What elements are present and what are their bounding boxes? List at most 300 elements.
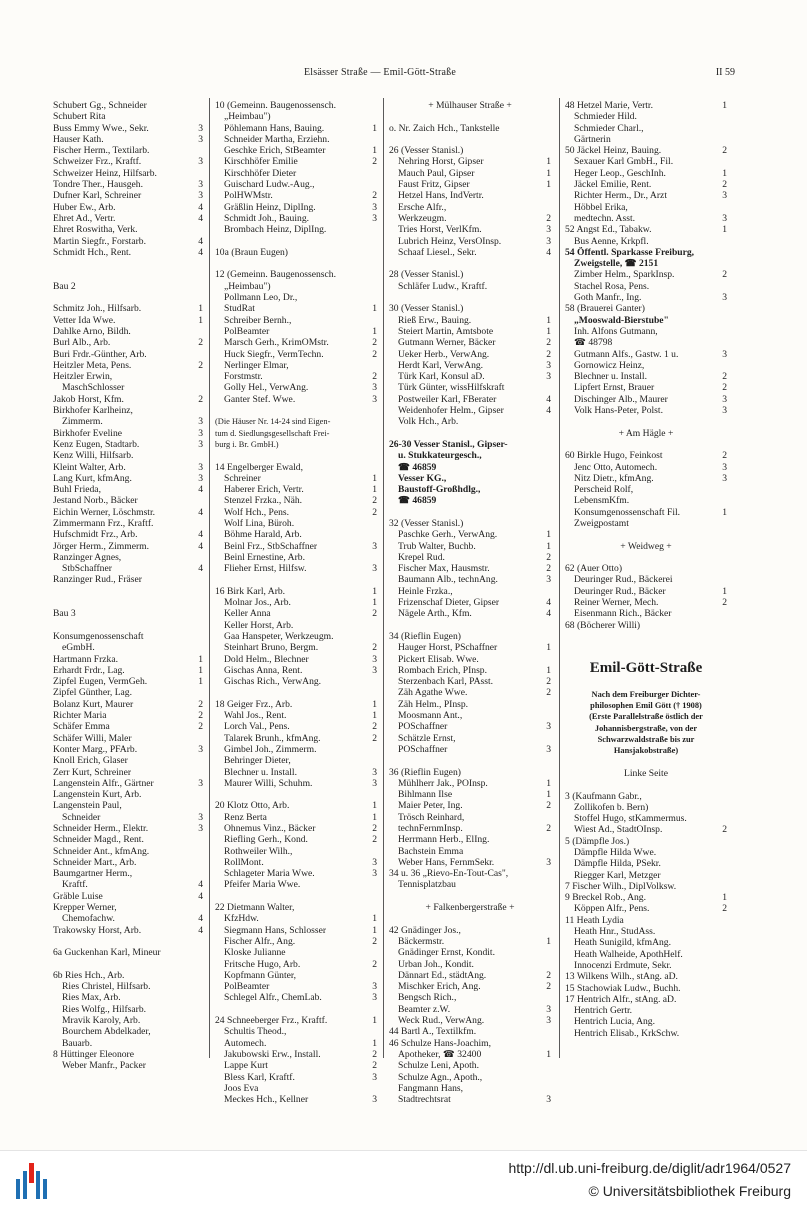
- entry-text: 11 Heath Lydia: [565, 914, 624, 926]
- directory-entry: [215, 1072, 377, 1083]
- directory-entry: [565, 224, 727, 235]
- directory-entry: [215, 428, 377, 439]
- entry-text: StudRat: [224, 303, 255, 315]
- address-column-3: [389, 100, 551, 1105]
- floor-number: 1: [722, 100, 727, 111]
- directory-entry: [389, 1072, 551, 1083]
- directory-entry: [565, 960, 727, 971]
- entry-text: + Weidweg +: [620, 540, 672, 552]
- directory-entry: [565, 802, 727, 813]
- entry-text: Blechner u. Install.: [224, 766, 297, 778]
- directory-entry: [215, 981, 377, 992]
- directory-entry: [53, 134, 203, 145]
- directory-entry: [565, 156, 727, 167]
- entry-text: Schneider Mart., Arb.: [53, 856, 137, 868]
- directory-entry: [53, 168, 203, 179]
- directory-entry: [389, 382, 551, 393]
- entry-text: „Heimbau"): [224, 111, 271, 123]
- spacer: [215, 450, 377, 461]
- spacer: [53, 269, 203, 280]
- directory-entry: [53, 789, 203, 800]
- directory-entry: [215, 879, 377, 890]
- entry-text: Schultis Theod.,: [224, 1026, 287, 1038]
- directory-entry: [565, 247, 727, 258]
- entry-text: tum d. Siedlungsgesellschaft Frei-: [215, 428, 330, 438]
- entry-text: Huck Siegfr., VermTechn.: [224, 348, 324, 360]
- directory-entry: [53, 1038, 203, 1049]
- directory-entry: [53, 834, 203, 845]
- floor-number: 2: [198, 359, 203, 371]
- directory-entry: [53, 676, 203, 687]
- directory-entry: [565, 382, 727, 393]
- floor-number: 1: [722, 892, 727, 904]
- entry-text: Sterzenbach Karl, PAsst.: [398, 676, 494, 688]
- directory-entry: [53, 755, 203, 766]
- directory-entry: [389, 202, 551, 213]
- directory-entry: [53, 631, 203, 642]
- directory-entry: [389, 439, 551, 450]
- floor-number: 2: [722, 824, 727, 836]
- directory-entry: [215, 541, 377, 552]
- entry-text: Zerr Kurt, Schreiner: [53, 766, 132, 778]
- entry-text: 26 (Vesser Stanisl.): [389, 145, 464, 157]
- directory-entry: [389, 1004, 551, 1015]
- directory-entry: [53, 710, 203, 721]
- directory-entry: [53, 654, 203, 665]
- directory-entry: [565, 360, 727, 371]
- directory-entry: [565, 337, 727, 348]
- floor-number: 2: [546, 981, 551, 993]
- floor-number: 1: [198, 676, 203, 688]
- directory-entry: [215, 1038, 377, 1049]
- floor-number: 1: [198, 303, 203, 315]
- entry-text: Schweizer Frz., Kraftf.: [53, 156, 142, 168]
- floor-number: 2: [198, 393, 203, 405]
- floor-number: 1: [546, 777, 551, 789]
- directory-entry: [389, 857, 551, 868]
- entry-text: Gaa Hanspeter, Werkzeugm.: [224, 630, 334, 642]
- entry-text: philosophen Emil Gött († 1908): [590, 701, 702, 711]
- entry-text: Lappe Kurt: [224, 1060, 268, 1072]
- entry-text: 68 (Böcherer Willi): [565, 619, 641, 631]
- entry-text: Krepel Rud.: [398, 551, 445, 563]
- directory-entry: [565, 371, 727, 382]
- directory-entry: [53, 868, 203, 879]
- floor-number: 2: [546, 551, 551, 563]
- directory-entry: [53, 925, 203, 936]
- directory-entry: [565, 768, 727, 779]
- floor-number: 3: [198, 133, 203, 145]
- floor-number: 3: [722, 472, 727, 484]
- directory-entry: [215, 349, 377, 360]
- directory-entry: [565, 326, 727, 337]
- directory-entry: [215, 654, 377, 665]
- entry-text: Stoffel Hugo, stKammermus.: [574, 813, 687, 825]
- entry-text: medtechn. Asst.: [574, 212, 636, 224]
- directory-entry: [389, 563, 551, 574]
- spacer: [389, 891, 551, 902]
- entry-text: Fangmann Hans,: [398, 1082, 464, 1094]
- directory-entry: [389, 462, 551, 473]
- directory-entry: [565, 518, 727, 529]
- entry-text: PolBeamter: [224, 325, 270, 337]
- entry-text: + Falkenbergerstraße +: [425, 902, 515, 914]
- floor-number: 2: [372, 156, 377, 168]
- directory-entry: [53, 405, 203, 416]
- entry-text: Zimmerm.: [62, 416, 103, 428]
- floor-number: 4: [198, 879, 203, 891]
- entry-text: burg i. Br. GmbH.): [215, 439, 279, 449]
- entry-text: Innocenzi Erdmute, Sekr.: [574, 959, 672, 971]
- entry-text: Perscheid Rolf,: [574, 484, 634, 496]
- directory-entry: [53, 744, 203, 755]
- directory-entry: [53, 326, 203, 337]
- floor-number: 3: [372, 766, 377, 778]
- entry-text: 60 Birkle Hugo, Feinkost: [565, 450, 663, 462]
- entry-text: Baustoff-Großhdlg.,: [398, 484, 481, 496]
- floor-number: 3: [372, 201, 377, 213]
- directory-entry: [215, 484, 377, 495]
- directory-entry: [565, 813, 727, 824]
- directory-entry: [389, 495, 551, 506]
- directory-entry: [565, 473, 727, 484]
- floor-number: 2: [546, 563, 551, 575]
- floor-number: 2: [372, 732, 377, 744]
- directory-entry: [215, 925, 377, 936]
- directory-entry: [215, 642, 377, 653]
- directory-entry: [389, 179, 551, 190]
- entry-text: Weber Manfr., Packer: [62, 1060, 146, 1072]
- directory-entry: [53, 371, 203, 382]
- spacer: [389, 111, 551, 122]
- directory-entry: [53, 812, 203, 823]
- entry-text: Bau 2: [53, 280, 76, 292]
- directory-entry: [215, 1083, 377, 1094]
- directory-entry: [389, 168, 551, 179]
- directory-entry: [215, 190, 377, 201]
- directory-entry: [215, 507, 377, 518]
- entry-text: Sexauer Karl GmbH., Fil.: [574, 156, 674, 168]
- entry-text: Buhl Frieda,: [53, 484, 101, 496]
- entry-text: 42 Gnädinger Jos.,: [389, 924, 461, 936]
- directory-entry: [53, 518, 203, 529]
- directory-entry: [215, 156, 377, 167]
- entry-text: Faust Fritz, Gipser: [398, 179, 470, 191]
- entry-text: Schmieder Hild.: [574, 111, 637, 123]
- entry-text: Heath Hnr., StudAss.: [574, 926, 656, 938]
- directory-entry: [565, 269, 727, 280]
- entry-text: 54 Öffentl. Sparkasse Freiburg,: [565, 246, 695, 258]
- directory-entry: [565, 586, 727, 597]
- entry-text: 6b Ries Hch., Arb.: [53, 969, 125, 981]
- floor-number: 2: [546, 337, 551, 349]
- floor-number: 3: [546, 856, 551, 868]
- directory-entry: [215, 733, 377, 744]
- directory-entry: [565, 658, 727, 678]
- directory-entry: [53, 642, 203, 653]
- directory-entry: [565, 926, 727, 937]
- directory-entry: [215, 992, 377, 1003]
- floor-number: 2: [372, 958, 377, 970]
- floor-number: 2: [546, 969, 551, 981]
- directory-entry: [389, 1094, 551, 1105]
- directory-entry: [565, 711, 727, 722]
- directory-entry: [389, 834, 551, 845]
- directory-entry: [565, 495, 727, 506]
- directory-entry: [565, 620, 727, 631]
- directory-entry: [215, 529, 377, 540]
- floor-number: 3: [198, 461, 203, 473]
- entry-text: Volk Hch., Arb.: [398, 416, 459, 428]
- directory-entry: [565, 541, 727, 552]
- directory-entry: [215, 145, 377, 156]
- entry-text: 13 Wilkens Wilh., stAng. aD.: [565, 971, 678, 983]
- directory-entry: [389, 654, 551, 665]
- entry-text: Schneider Ant., kfmAng.: [53, 845, 150, 857]
- entry-text: Langenstein Alfr., Gärtner: [53, 777, 154, 789]
- directory-entry: [565, 689, 727, 700]
- directory-entry: [389, 608, 551, 619]
- floor-number: 4: [198, 484, 203, 496]
- entry-text: Stenzel Frzka., Näh.: [224, 495, 303, 507]
- entry-text: Ueker Herb., VerwAng.: [398, 348, 490, 360]
- directory-entry: [215, 620, 377, 631]
- floor-number: 3: [546, 371, 551, 383]
- floor-number: 2: [372, 608, 377, 620]
- entry-text: Richter Maria: [53, 710, 107, 722]
- directory-entry: [389, 100, 551, 111]
- entry-text: Emil-Gött-Straße: [589, 659, 703, 676]
- entry-text: Joos Eva: [224, 1082, 259, 1094]
- entry-text: Pollmann Leo, Dr.,: [224, 292, 298, 304]
- entry-text: Frizenschaf Dieter, Gipser: [398, 597, 500, 609]
- entry-text: Baumann Alb., technAng.: [398, 574, 498, 586]
- floor-number: 4: [546, 597, 551, 609]
- directory-entry: [215, 1094, 377, 1105]
- entry-text: Schmieder Charl.,: [574, 122, 644, 134]
- floor-number: 2: [722, 597, 727, 609]
- directory-entry: [389, 823, 551, 834]
- entry-text: Jestand Norb., Bäcker: [53, 495, 138, 507]
- floor-number: 1: [546, 529, 551, 541]
- header-title: Elsässer Straße — Emil-Gött-Straße: [303, 67, 457, 78]
- entry-text: Ranzinger Rud., Fräser: [53, 574, 142, 586]
- entry-text: 10a (Braun Eugen): [215, 246, 288, 258]
- entry-text: Heitzler Meta, Pens.: [53, 359, 132, 371]
- directory-entry: [389, 236, 551, 247]
- directory-entry: [53, 337, 203, 348]
- entry-text: PolBeamter: [224, 981, 270, 993]
- entry-text: Ries Christel, Hilfsarb.: [62, 981, 151, 993]
- directory-entry: [565, 745, 727, 756]
- entry-text: Mühlherr Jak., POInsp.: [398, 777, 488, 789]
- directory-entry: [53, 315, 203, 326]
- entry-text: Wolf Lina, Büroh.: [224, 517, 295, 529]
- floor-number: 1: [372, 303, 377, 315]
- entry-text: 20 Klotz Otto, Arb.: [215, 800, 290, 812]
- entry-text: + Am Hägle +: [618, 427, 674, 439]
- directory-entry: [389, 846, 551, 857]
- entry-text: Stadtrechtsrat: [398, 1094, 451, 1106]
- entry-text: Beinl Frz., StbSchaffner: [224, 540, 318, 552]
- spacer: [565, 642, 727, 653]
- source-url[interactable]: http://dl.ub.uni-freiburg.de/diglit/adr1964/0527: [508, 1160, 791, 1176]
- directory-entry: [389, 518, 551, 529]
- entry-text: Paschke Gerh., VerwAng.: [398, 529, 498, 541]
- directory-entry: [53, 1015, 203, 1026]
- entry-text: ☎ 46859: [398, 461, 437, 473]
- floor-number: 2: [198, 698, 203, 710]
- directory-entry: [215, 665, 377, 676]
- spacer: [565, 439, 727, 450]
- floor-number: 3: [722, 292, 727, 304]
- floor-number: 2: [722, 269, 727, 281]
- floor-number: 1: [722, 506, 727, 518]
- directory-entry: [389, 1015, 551, 1026]
- entry-text: Buss Emmy Wwe., Sekr.: [53, 122, 149, 134]
- entry-text: Ehret Ad., Vertr.: [53, 212, 116, 224]
- directory-entry: [53, 382, 203, 393]
- directory-entry: [565, 450, 727, 461]
- directory-entry: [215, 823, 377, 834]
- directory-entry: [53, 202, 203, 213]
- directory-entry: [53, 236, 203, 247]
- directory-entry: [389, 315, 551, 326]
- entry-text: Heinle Frzka.,: [398, 585, 453, 597]
- directory-entry: [389, 947, 551, 958]
- directory-entry: [389, 1038, 551, 1049]
- floor-number: 2: [372, 506, 377, 518]
- floor-number: 3: [198, 743, 203, 755]
- floor-number: 1: [546, 314, 551, 326]
- entry-text: Volk Hans-Peter, Polst.: [574, 405, 663, 417]
- entry-text: „Heimbau"): [224, 280, 271, 292]
- directory-entry: [389, 281, 551, 292]
- floor-number: 1: [722, 224, 727, 236]
- directory-entry: [389, 1026, 551, 1037]
- floor-number: 3: [722, 190, 727, 202]
- floor-number: 3: [198, 777, 203, 789]
- floor-number: 3: [722, 212, 727, 224]
- entry-text: technFernmInsp.: [398, 823, 463, 834]
- directory-entry: [53, 574, 203, 585]
- entry-text: Mravik Karoly, Arb.: [62, 1015, 141, 1027]
- directory-entry: [389, 699, 551, 710]
- directory-entry: [389, 394, 551, 405]
- entry-text: Konter Marg., PFArb.: [53, 743, 138, 755]
- directory-entry: [215, 111, 377, 122]
- floor-number: 1: [372, 924, 377, 936]
- entry-text: Hentrich Gertr.: [574, 1005, 633, 1017]
- spacer: [565, 552, 727, 563]
- floor-number: 2: [372, 348, 377, 360]
- directory-entry: [215, 631, 377, 642]
- entry-text: Heger Leop., GeschInh.: [574, 167, 666, 179]
- entry-text: Trösch Reinhard,: [398, 811, 465, 823]
- floor-number: 2: [198, 337, 203, 349]
- entry-text: Marsch Gerh., KrimOMstr.: [224, 337, 329, 349]
- directory-entry: [565, 881, 727, 892]
- entry-text: Gutmann Alfs., Gastw. 1 u.: [574, 348, 679, 360]
- directory-entry: [215, 382, 377, 393]
- floor-number: 2: [372, 190, 377, 202]
- floor-number: 2: [372, 642, 377, 654]
- entry-text: Schätzle Ernst,: [398, 732, 456, 744]
- entry-text: Ries Wolfg., Hilfsarb.: [62, 1003, 147, 1015]
- spacer: [53, 597, 203, 608]
- directory-entry: [215, 834, 377, 845]
- entry-text: Bless Karl, Kraftf.: [224, 1071, 295, 1083]
- floor-number: 1: [372, 800, 377, 812]
- directory-entry: [389, 326, 551, 337]
- directory-entry: [389, 552, 551, 563]
- directory-entry: [215, 213, 377, 224]
- entry-text: Behringer Dieter,: [224, 755, 291, 767]
- directory-entry: [565, 734, 727, 745]
- directory-entry: [389, 800, 551, 811]
- directory-entry: [389, 416, 551, 427]
- entry-text: Bengsch Rich.,: [398, 992, 457, 1004]
- entry-text: Schmidt Joh., Bauing.: [224, 212, 310, 224]
- entry-text: Goth Manfr., Ing.: [574, 292, 642, 304]
- floor-number: 2: [722, 145, 727, 157]
- floor-number: 1: [372, 585, 377, 597]
- floor-number: 2: [546, 676, 551, 688]
- directory-entry: [565, 1028, 727, 1039]
- directory-entry: [215, 1026, 377, 1037]
- directory-entry: [53, 507, 203, 518]
- entry-text: Nehring Horst, Gipser: [398, 156, 484, 168]
- directory-entry: [389, 247, 551, 258]
- entry-text: Gischas Anna, Rent.: [224, 664, 303, 676]
- floor-number: 3: [372, 664, 377, 676]
- entry-text: Tries Horst, VerlKfm.: [398, 224, 482, 236]
- entry-text: Haberer Erich, Vertr.: [224, 484, 304, 496]
- entry-text: Bihlmann Ilse: [398, 789, 453, 801]
- floor-number: 1: [546, 179, 551, 191]
- entry-text: Bolanz Kurt, Maurer: [53, 698, 134, 710]
- directory-entry: [389, 597, 551, 608]
- floor-number: 4: [198, 890, 203, 902]
- entry-text: Apotheker, ☎ 32400: [398, 1048, 482, 1060]
- entry-text: Wahl Jos., Rent.: [224, 710, 287, 722]
- entry-text: Dämpfle Hilda, PSekr.: [574, 858, 661, 870]
- directory-entry: [215, 597, 377, 608]
- directory-entry: [53, 303, 203, 314]
- entry-text: Hetzel Hans, IndVertr.: [398, 190, 484, 202]
- entry-text: Dännart Ed., städtAng.: [398, 969, 487, 981]
- floor-number: 3: [372, 653, 377, 665]
- entry-text: Beinl Ernestine, Arb.: [224, 551, 305, 563]
- directory-entry: [215, 552, 377, 563]
- floor-number: 3: [372, 540, 377, 552]
- entry-text: Riefling Gerh., Kond.: [224, 834, 308, 846]
- directory-entry: [389, 484, 551, 495]
- entry-text: Kirschhöfer Emilie: [224, 156, 298, 168]
- floor-number: 1: [372, 698, 377, 710]
- directory-entry: [215, 326, 377, 337]
- entry-text: Schäfer Emma: [53, 721, 110, 733]
- directory-entry: [565, 563, 727, 574]
- entry-text: Köppen Alfr., Pens.: [574, 903, 650, 915]
- entry-text: Baumgartner Herm.,: [53, 868, 133, 880]
- directory-entry: [389, 902, 551, 913]
- directory-entry: [565, 405, 727, 416]
- entry-text: Gornowicz Heinz,: [574, 359, 645, 371]
- entry-text: Weber Hans, FernmSekr.: [398, 856, 495, 868]
- entry-text: o. Nr. Zaich Hch., Tankstelle: [389, 122, 500, 134]
- directory-entry: [53, 224, 203, 235]
